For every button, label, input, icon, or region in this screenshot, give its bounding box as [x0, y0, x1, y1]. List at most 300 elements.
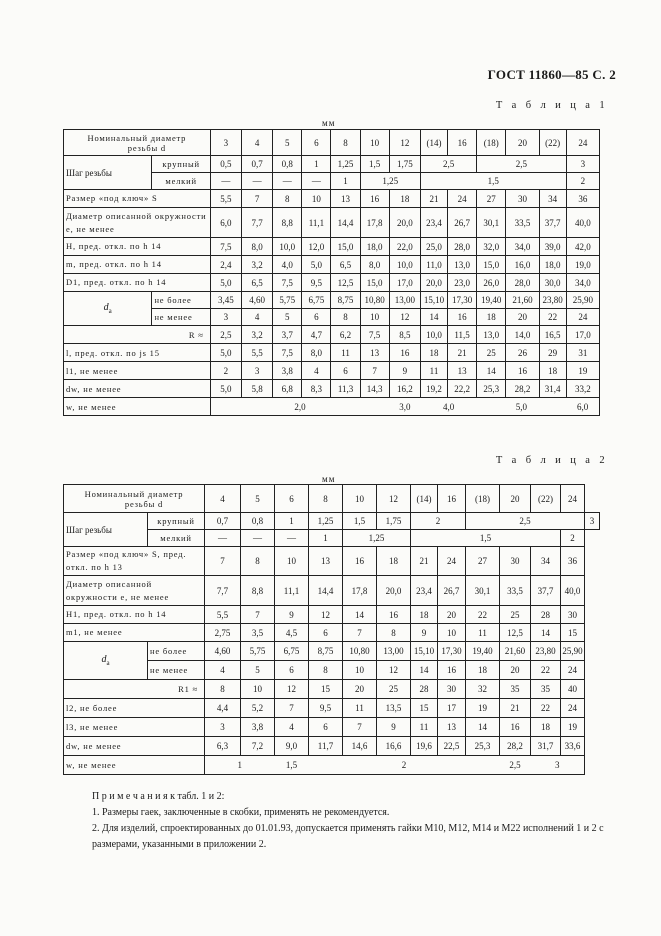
row-value: 26 [506, 344, 539, 362]
row-value: 31 [566, 344, 599, 362]
row-value: 2,4 [210, 256, 241, 274]
pitch-label: Шаг резьбы [64, 513, 148, 547]
diameter-value: 5 [241, 485, 275, 513]
row-value: 42,0 [566, 238, 599, 256]
da-max-label: не более [148, 642, 205, 661]
coarse-value: 1 [275, 513, 309, 530]
row-label: R1 ≈ [64, 680, 205, 699]
row-value: 20 [438, 606, 466, 624]
row-value: 8 [273, 190, 302, 208]
row-value: 8,5 [389, 326, 420, 344]
row-value: 2 [210, 362, 241, 380]
row-value: 22,2 [448, 380, 477, 398]
row-value: 19,6 [411, 737, 438, 756]
row-value: 16 [360, 190, 389, 208]
row-value: 29 [539, 344, 566, 362]
fine-value: — [275, 530, 309, 547]
da-symbol: d [103, 302, 109, 314]
row-value: 23,4 [411, 576, 438, 606]
fine-value: 1 [331, 173, 360, 190]
da-min-value: 22 [531, 661, 561, 680]
row-value: 24 [438, 547, 466, 576]
da-max-value: 5,75 [241, 642, 275, 661]
row-value: 31,4 [539, 380, 566, 398]
w-value: 5,0 [477, 398, 566, 416]
row-value: 8,0 [360, 256, 389, 274]
row-value: 17 [438, 699, 466, 718]
row-value: 21 [448, 344, 477, 362]
da-max-value: 10,80 [360, 292, 389, 309]
fine-label: мелкий [152, 173, 210, 190]
table-row [64, 190, 600, 208]
fine-value: — [302, 173, 331, 190]
da-max-value: 6,75 [302, 292, 331, 309]
w-value: 1,5 [275, 756, 309, 775]
row-value: 17,8 [343, 576, 377, 606]
row-value: 34,0 [506, 238, 539, 256]
coarse-value: 2,5 [477, 156, 566, 173]
table-row [64, 624, 600, 642]
coarse-value: 0,8 [241, 513, 275, 530]
row-value: 24 [561, 699, 585, 718]
row-value: 20 [343, 680, 377, 699]
table2-label: Т а б л и ц а 2 [495, 455, 608, 466]
row-value: 21 [500, 699, 531, 718]
row-value: 22 [466, 606, 500, 624]
row-value: 40 [561, 680, 585, 699]
row-value: 16,6 [377, 737, 411, 756]
row-value: 13 [331, 190, 360, 208]
row-value: 5,0 [210, 344, 241, 362]
fine-value: 2 [561, 530, 585, 547]
row-value: 15 [309, 680, 343, 699]
row-value: 8 [241, 547, 275, 576]
row-value: 16 [377, 606, 411, 624]
coarse-value: 0,7 [241, 156, 272, 173]
row-label: l2, не более [64, 699, 205, 718]
row-value: 32,0 [477, 238, 506, 256]
row-value: 10,0 [420, 326, 447, 344]
da-max-value: 4,60 [241, 292, 272, 309]
table-row [64, 485, 600, 513]
table-row [64, 130, 600, 156]
row-value: 27 [466, 547, 500, 576]
row-value: 13,0 [448, 256, 477, 274]
row-value: 10,0 [389, 256, 420, 274]
row-value: 10 [438, 624, 466, 642]
table-row [64, 362, 600, 380]
coarse-value: 0,5 [210, 156, 241, 173]
diameter-value: 12 [389, 130, 420, 156]
w-label: w, не менее [64, 756, 205, 775]
row-value: 6 [309, 718, 343, 737]
row-value: 14,4 [309, 576, 343, 606]
row-value: 20,0 [377, 576, 411, 606]
diameter-value: 8 [309, 485, 343, 513]
row-value: 15,0 [331, 238, 360, 256]
row-value: 4,4 [205, 699, 241, 718]
row-value: 8,0 [302, 344, 331, 362]
fine-value: 1,5 [420, 173, 566, 190]
row-value: 9 [377, 718, 411, 737]
row-value: 31,7 [531, 737, 561, 756]
row-value: 10 [241, 680, 275, 699]
row-label: l1, не менее [64, 362, 211, 380]
table-row [64, 256, 600, 274]
row-value: 16 [343, 547, 377, 576]
row-value: 8,0 [241, 238, 272, 256]
row-value: 18 [377, 547, 411, 576]
diameter-header-line: Номинальный диаметр [87, 132, 187, 143]
coarse-value: 2,5 [466, 513, 585, 530]
diameter-header [64, 485, 205, 513]
row-value: 4,0 [273, 256, 302, 274]
da-min-value: 24 [561, 661, 585, 680]
row-value: 18 [531, 718, 561, 737]
row-value: 3,7 [273, 326, 302, 344]
da-sub: a [106, 658, 110, 667]
da-max-value: 23,80 [539, 292, 566, 309]
row-value: 40,0 [561, 576, 585, 606]
row-value: 11,5 [448, 326, 477, 344]
fine-value: 1,5 [411, 530, 561, 547]
da-max-label: не более [152, 292, 210, 309]
da-min-value: 10 [360, 309, 389, 326]
row-value: 25,3 [466, 737, 500, 756]
diameter-value: 16 [448, 130, 477, 156]
fine-value: 1 [309, 530, 343, 547]
row-value: 21 [411, 547, 438, 576]
coarse-label: крупный [152, 156, 210, 173]
row-value: 6,3 [205, 737, 241, 756]
row-label: H1, пред. откл. по h 14 [64, 606, 205, 624]
diameter-header-line: Номинальный диаметр [84, 488, 184, 499]
w-label: w, не менее [64, 398, 211, 416]
row-value: 39,0 [539, 238, 566, 256]
da-max-value: 17,30 [448, 292, 477, 309]
row-value: 30 [500, 547, 531, 576]
fine-value: 1,25 [360, 173, 420, 190]
row-value: 37,7 [531, 576, 561, 606]
row-label: D1, пред. откл. по h 14 [64, 274, 211, 292]
table-row [64, 606, 600, 624]
row-value: 4 [275, 718, 309, 737]
coarse-value: 0,7 [205, 513, 241, 530]
row-value: 10,0 [273, 238, 302, 256]
da-symbol: d [101, 654, 107, 666]
fine-value: — [241, 530, 275, 547]
table-row [64, 699, 600, 718]
row-value: 6,0 [210, 208, 241, 238]
row-label: dw, не менее [64, 737, 205, 756]
row-value: 36 [566, 190, 599, 208]
row-value: 7 [343, 718, 377, 737]
row-value: 20,0 [420, 274, 447, 292]
da-max-value: 8,75 [331, 292, 360, 309]
da-max-value: 19,40 [466, 642, 500, 661]
row-value: 11,0 [420, 256, 447, 274]
table-row [64, 718, 600, 737]
w-value: 6,0 [566, 398, 599, 416]
da-max-value: 15,10 [420, 292, 447, 309]
row-value: 22,0 [389, 238, 420, 256]
da-max-value: 15,10 [411, 642, 438, 661]
row-label: m1, не менее [64, 624, 205, 642]
da-min-value: 16 [448, 309, 477, 326]
coarse-value: 2,5 [420, 156, 476, 173]
row-value: 15,0 [360, 274, 389, 292]
row-value: 6 [331, 362, 360, 380]
table-row [64, 756, 600, 775]
row-value: 18,0 [539, 256, 566, 274]
row-value: 17,0 [389, 274, 420, 292]
row-label: H, пред. откл. по h 14 [64, 238, 211, 256]
da-min-value: 8 [309, 661, 343, 680]
row-value: 8 [205, 680, 241, 699]
table1 [63, 129, 600, 416]
row-value: 15,0 [477, 256, 506, 274]
da-min-value: 12 [377, 661, 411, 680]
table-row [64, 547, 600, 576]
row-value: 9 [389, 362, 420, 380]
table2-unit: мм [322, 474, 336, 484]
row-value: 11,1 [275, 576, 309, 606]
row-value: 18 [411, 606, 438, 624]
row-value: 22,5 [438, 737, 466, 756]
row-value: 33,6 [561, 737, 585, 756]
da-min-value: 8 [331, 309, 360, 326]
row-value: 16 [500, 718, 531, 737]
row-value: 4,7 [302, 326, 331, 344]
table-row [64, 513, 600, 530]
row-value: 16 [506, 362, 539, 380]
row-value: 7,5 [273, 274, 302, 292]
row-value: 9 [411, 624, 438, 642]
row-value: 13,0 [477, 326, 506, 344]
row-value: 37,7 [539, 208, 566, 238]
diameter-value: 6 [302, 130, 331, 156]
row-value: 16,0 [506, 256, 539, 274]
row-value: 5,8 [241, 380, 272, 398]
row-value: 5,0 [210, 274, 241, 292]
row-value: 16,5 [539, 326, 566, 344]
coarse-value: 1,5 [343, 513, 377, 530]
row-value: 11 [331, 344, 360, 362]
row-value: 6,5 [241, 274, 272, 292]
da-max-value: 3,45 [210, 292, 241, 309]
row-value: 13 [438, 718, 466, 737]
row-value: 2,75 [205, 624, 241, 642]
pitch-label: Шаг резьбы [64, 156, 152, 190]
table1-label: Т а б л и ц а 1 [495, 100, 608, 111]
row-value: 30 [438, 680, 466, 699]
row-label: R ≈ [64, 326, 211, 344]
row-value: 12 [275, 680, 309, 699]
row-value: 6 [309, 624, 343, 642]
row-value: 14 [477, 362, 506, 380]
fine-value: — [241, 173, 272, 190]
row-value: 8,3 [302, 380, 331, 398]
fine-value: — [210, 173, 241, 190]
coarse-value: 1,25 [309, 513, 343, 530]
table-row [64, 274, 600, 292]
row-value: 33,5 [506, 208, 539, 238]
da-min-value: 5 [241, 661, 275, 680]
row-label: Диаметр описанной окружности e, не менее [64, 208, 211, 238]
row-value: 32 [466, 680, 500, 699]
row-value: 21 [420, 190, 447, 208]
row-value: 3,2 [241, 326, 272, 344]
row-value: 10 [302, 190, 331, 208]
row-value: 7 [275, 699, 309, 718]
table-row [64, 238, 600, 256]
coarse-value: 3 [585, 513, 600, 530]
diameter-value: 5 [273, 130, 302, 156]
row-value: 11,3 [331, 380, 360, 398]
row-value: 4 [302, 362, 331, 380]
row-value: 14 [343, 606, 377, 624]
diameter-value: (22) [539, 130, 566, 156]
row-value: 28 [411, 680, 438, 699]
da-sub: a [108, 306, 112, 315]
coarse-value: 1,25 [331, 156, 360, 173]
table-row [64, 344, 600, 362]
da-max-value: 13,00 [389, 292, 420, 309]
table1-unit: мм [322, 118, 336, 128]
w-value: 2,0 [210, 398, 389, 416]
table-row [64, 380, 600, 398]
row-value: 4,5 [275, 624, 309, 642]
da-max-value: 21,60 [500, 642, 531, 661]
da-max-value: 19,40 [477, 292, 506, 309]
row-value: 34 [531, 547, 561, 576]
row-value: 18 [539, 362, 566, 380]
row-value: 14 [531, 624, 561, 642]
row-value: 9,5 [309, 699, 343, 718]
fine-label: мелкий [148, 530, 205, 547]
row-label: Диаметр описанной окружности e, не менее [64, 576, 205, 606]
da-max-value: 10,80 [343, 642, 377, 661]
row-value: 14,6 [343, 737, 377, 756]
row-value: 5,2 [241, 699, 275, 718]
row-value: 13 [309, 547, 343, 576]
da-min-value: 14 [411, 661, 438, 680]
diameter-value: (14) [411, 485, 438, 513]
diameter-header [64, 130, 211, 156]
row-value: 10 [275, 547, 309, 576]
diameter-value: 4 [205, 485, 241, 513]
diameter-value: 16 [438, 485, 466, 513]
da-min-value: 3 [210, 309, 241, 326]
diameter-value: 20 [506, 130, 539, 156]
row-value: 18 [389, 190, 420, 208]
row-value: 7 [205, 547, 241, 576]
row-value: 40,0 [566, 208, 599, 238]
row-value: 3 [205, 718, 241, 737]
diameter-value: 10 [360, 130, 389, 156]
diameter-value: (18) [477, 130, 506, 156]
diameter-value: 10 [343, 485, 377, 513]
row-value: 17,8 [360, 208, 389, 238]
diameter-value: (22) [531, 485, 561, 513]
fine-value: — [205, 530, 241, 547]
diameter-value: 6 [275, 485, 309, 513]
table-row [64, 208, 600, 238]
table2 [63, 484, 600, 775]
da-min-value: 16 [438, 661, 466, 680]
note-2: 2. Для изделий, спроектированных до 01.01.93, допускается применять гайки М10, М12, М14 и М22 исполнений 1 и 2 с размерами, указанными в приложении 2. [92, 823, 604, 850]
row-value: 30 [561, 606, 585, 624]
row-value: 11,7 [309, 737, 343, 756]
row-value: 26,0 [477, 274, 506, 292]
w-value: 1 [205, 756, 275, 775]
row-value: 7,5 [360, 326, 389, 344]
row-value: 5,5 [205, 606, 241, 624]
fine-value: — [273, 173, 302, 190]
notes [92, 789, 612, 853]
row-value: 34 [539, 190, 566, 208]
row-value: 26,7 [448, 208, 477, 238]
row-label: Размер «под ключ» S [64, 190, 211, 208]
row-value: 26,7 [438, 576, 466, 606]
row-value: 11,1 [302, 208, 331, 238]
row-value: 18,0 [360, 238, 389, 256]
row-value: 25,0 [420, 238, 447, 256]
da-label [64, 292, 152, 326]
da-min-value: 22 [539, 309, 566, 326]
diameter-value: 24 [566, 130, 599, 156]
row-value: 6,5 [331, 256, 360, 274]
table-row [64, 680, 600, 699]
row-value: 3,2 [241, 256, 272, 274]
diameter-header-line: резьбы d [124, 498, 164, 509]
row-value: 7,2 [241, 737, 275, 756]
row-value: 7,7 [205, 576, 241, 606]
row-value: 16,2 [389, 380, 420, 398]
row-value: 25,3 [477, 380, 506, 398]
row-value: 30,0 [539, 274, 566, 292]
da-min-value: 12 [389, 309, 420, 326]
w-value: 3 [531, 756, 585, 775]
row-value: 6,8 [273, 380, 302, 398]
row-label: m, пред. откл. по h 14 [64, 256, 211, 274]
row-value: 7 [360, 362, 389, 380]
da-max-value: 21,60 [506, 292, 539, 309]
row-value: 28 [531, 606, 561, 624]
row-value: 5,5 [241, 344, 272, 362]
w-value: 2 [309, 756, 500, 775]
row-value: 13,5 [377, 699, 411, 718]
row-value: 8 [377, 624, 411, 642]
row-value: 8,8 [273, 208, 302, 238]
row-value: 15 [561, 624, 585, 642]
da-max-value: 8,75 [309, 642, 343, 661]
row-value: 16 [389, 344, 420, 362]
row-value: 13 [448, 362, 477, 380]
row-value: 23,0 [448, 274, 477, 292]
da-min-value: 4 [241, 309, 272, 326]
coarse-value: 1,75 [389, 156, 420, 173]
row-value: 3 [241, 362, 272, 380]
page-header: ГОСТ 11860—85 С. 2 [487, 67, 616, 82]
row-value: 7 [343, 624, 377, 642]
coarse-value: 3 [566, 156, 599, 173]
row-value: 24 [448, 190, 477, 208]
row-label: dw, не менее [64, 380, 211, 398]
diameter-value: 3 [210, 130, 241, 156]
row-value: 17,0 [566, 326, 599, 344]
da-min-value: 24 [566, 309, 599, 326]
